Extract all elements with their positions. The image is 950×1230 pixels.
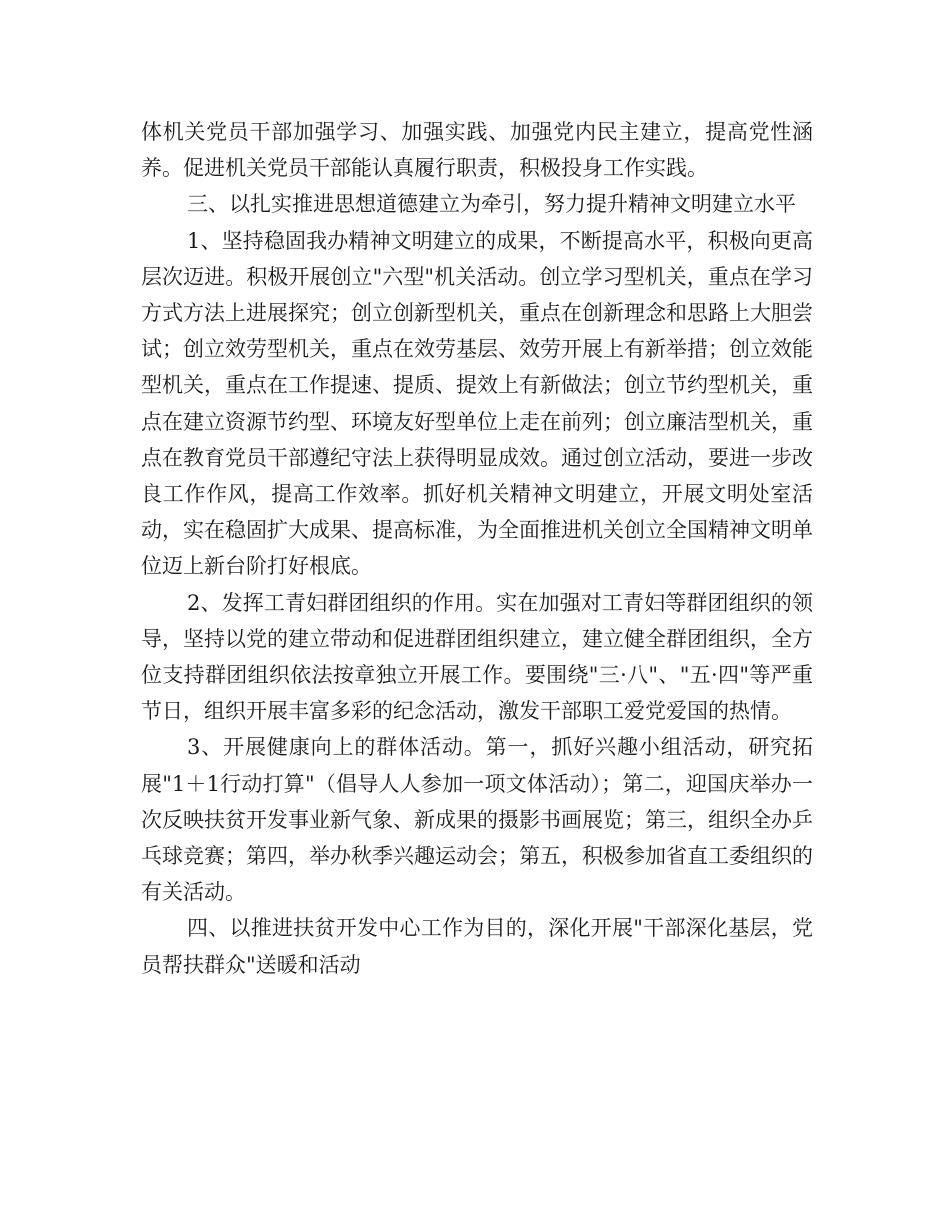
section-heading-four: 四、以推进扶贫开发中心工作为目的，深化开展"干部深化基层，党员帮扶群众"送暖和活动 — [141, 916, 813, 977]
paragraph-item-1: 1、坚持稳固我办精神文明建立的成果，不断提高水平，积极向更高层次迈进。积极开展创立"六型"机关活动。创立学习型机关，重点在学习方式方法上进展探究；创立创新型机关，重点在创新理念和思路上大胆尝试；创立效劳型机关，重点在效劳基层、效劳开展上有新举措；创立效能型机关，重点在工作提速、提质、提效上有新做法；创立节约型机关，重点在建立资源节约型、环境友好型单位上走在前列；创立廉洁型机关，重点在教育党员干部遵纪守法上获得明显成效。通过创立活动，要进一步改良工作作风，提高工作效率。抓好机关精神文明建立，开展文明处室活动，实在稳固扩大成果、提高标准，为全面推进机关创立全国精神文明单位迈上新台阶打好根底。 — [141, 228, 813, 579]
section-heading-three: 三、以扎实推进思想道德建立为牵引，努力提升精神文明建立水平 — [187, 192, 796, 217]
document-body — [141, 114, 813, 983]
paragraph-item-2: 2、发挥工青妇群团组织的作用。实在加强对工青妇等群团组织的领导，坚持以党的建立带动和促进群团组织建立，建立健全群团组织，全方位支持群团组织依法按章独立开展工作。要围绕"三·八"、"五·四"等严重节日，组织开展丰富多彩的纪念活动，激发干部职工爱党爱国的热情。 — [141, 590, 813, 724]
paragraph-item-3: 3、开展健康向上的群体活动。第一，抓好兴趣小组活动，研究拓展"1＋1行动打算"（倡导人人参加一项文体活动）；第二，迎国庆举办一次反映扶贫开发事业新气象、新成果的摄影书画展览；第三，组织全办乒乓球竞赛；第四，举办秋季兴趣运动会；第五，积极参加省直工委组织的有关活动。 — [141, 735, 813, 905]
paragraph-continuation: 体机关党员干部加强学习、加强实践、加强党内民主建立，提高党性涵养。促进机关党员干部能认真履行职责，积极投身工作实践。 — [141, 120, 813, 181]
